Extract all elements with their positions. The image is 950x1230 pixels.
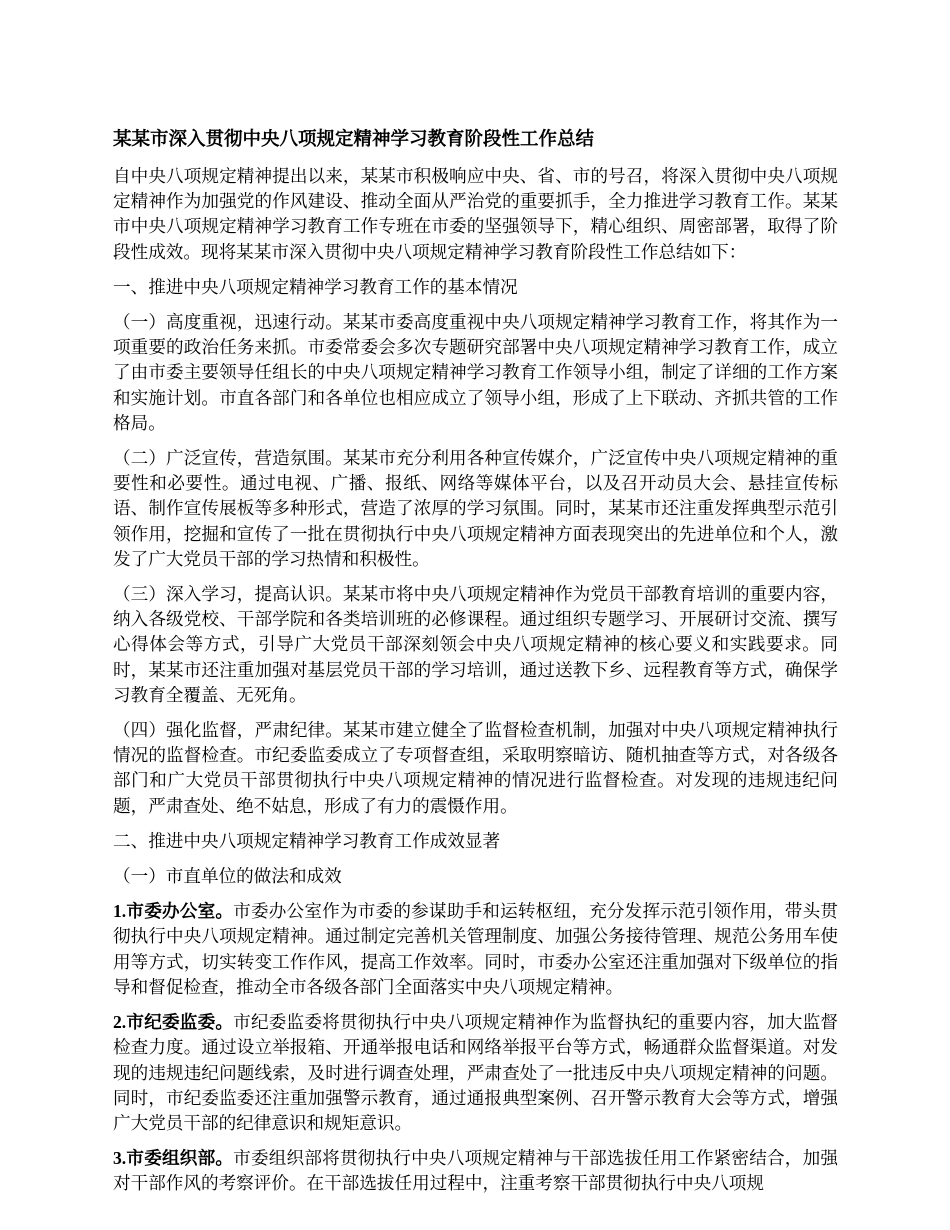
page-title: 某某市深入贯彻中央八项规定精神学习教育阶段性工作总结 <box>113 130 595 150</box>
item-shiweizuzhibu <box>113 1146 838 1196</box>
section-heading-1: 一、推进中央八项规定精神学习教育工作的基本情况 <box>113 276 518 297</box>
intro-paragraph: 自中央八项规定精神提出以来，某某市积极响应中央、省、市的号召，将深入贯彻中央八项规定精神作为加强党的作风建设、推动全面从严治党的重要抓手，全力推进学习教育工作。某某市中央八项规定精神学习教育工作专班在市委的坚强领导下，精心组织、周密部署，取得了阶段性成效。现将某某市深入贯彻中央八项规定精神学习教育阶段性工作总结如下： <box>113 166 838 262</box>
item-shijiweijianwei-text: 市纪委监委将贯彻执行中央八项规定精神作为监督执纪的重要内容，加大监督检查力度。通过设立举报箱、开通举报电话和网络举报平台等方式，畅通群众监督渠道。对发现的违规违纪问题线索，及时进行调查处理，严肃查处了一批违反中央八项规定精神的问题。同时，市纪委监委还注重加强警示教育，通过通报典型案例、召开警示教育大会等方式，增强广大党员干部的纪律意识和规矩意识。 <box>113 1012 838 1133</box>
subsection-1-2: （二）广泛宣传，营造氛围。某某市充分利用各种宣传媒介，广泛宣传中央八项规定精神的重要性和必要性。通过电视、广播、报纸、网络等媒体平台，以及召开动员大会、悬挂宣传标语、制作宣传展板等多种形式，营造了浓厚的学习氛围。同时，某某市还注重发挥典型示范引领作用，挖掘和宣传了一批在贯彻执行中央八项规定精神方面表现突出的先进单位和个人，激发了广大党员干部的学习热情和积极性。 <box>113 448 838 569</box>
item-shijiweijianwei <box>113 1010 838 1136</box>
item-shiweizuzhibu-lead: 3.市委组织部。 <box>113 1148 234 1169</box>
section-heading-2: 二、推进中央八项规定精神学习教育工作成效显著 <box>113 830 501 851</box>
document-body <box>113 164 838 1197</box>
subsection-1-1: （一）高度重视，迅速行动。某某市委高度重视中央八项规定精神学习教育工作，将其作为一项重要的政治任务来抓。市委常委会多次专题研究部署中央八项规定精神学习教育工作，成立了由市委主要领导任组长的中央八项规定精神学习教育工作领导小组，制定了详细的工作方案和实施计划。市直各部门和各单位也相应成立了领导小组，形成了上下联动、齐抓共管的工作格局。 <box>113 312 838 433</box>
item-shiweibangongshi <box>113 899 838 1000</box>
subsection-2-1: （一）市直单位的做法和成效 <box>113 866 342 887</box>
subsection-1-3: （三）深入学习，提高认识。某某市将中央八项规定精神作为党员干部教育培训的重要内容，纳入各级党校、干部学院和各类培训班的必修课程。通过组织专题学习、开展研讨交流、撰写心得体会等方式，引导广大党员干部深刻领会中央八项规定精神的核心要义和实践要求。同时，某某市还注重加强对基层党员干部的学习培训，通过送教下乡、远程教育等方式，确保学习教育全覆盖、无死角。 <box>113 584 838 705</box>
item-shiweizuzhibu-text: 市委组织部将贯彻执行中央八项规定精神与干部选拔任用工作紧密结合，加强对干部作风的考察评价。在干部选拔任用过程中，注重考察干部贯彻执行中央八项规 <box>113 1148 838 1194</box>
item-shijiweijianwei-lead: 2.市纪委监委。 <box>113 1012 234 1033</box>
item-shiweibangongshi-lead: 1.市委办公室。 <box>113 901 234 922</box>
subsection-1-4: （四）强化监督，严肃纪律。某某市建立健全了监督检查机制，加强对中央八项规定精神执行情况的监督检查。市纪委监委成立了专项督查组，采取明察暗访、随机抽查等方式，对各级各部门和广大党员干部贯彻执行中央八项规定精神的情况进行监督检查。对发现的违规违纪问题，严肃查处、绝不姑息，形成了有力的震慑作用。 <box>113 720 838 816</box>
item-shiweibangongshi-text: 市委办公室作为市委的参谋助手和运转枢纽，充分发挥示范引领作用，带头贯彻执行中央八项规定精神。通过制定完善机关管理制度、加强公务接待管理、规范公务用车使用等方式，切实转变工作作风，提高工作效率。同时，市委办公室还注重加强对下级单位的指导和督促检查，推动全市各级各部门全面落实中央八项规定精神。 <box>113 901 838 997</box>
